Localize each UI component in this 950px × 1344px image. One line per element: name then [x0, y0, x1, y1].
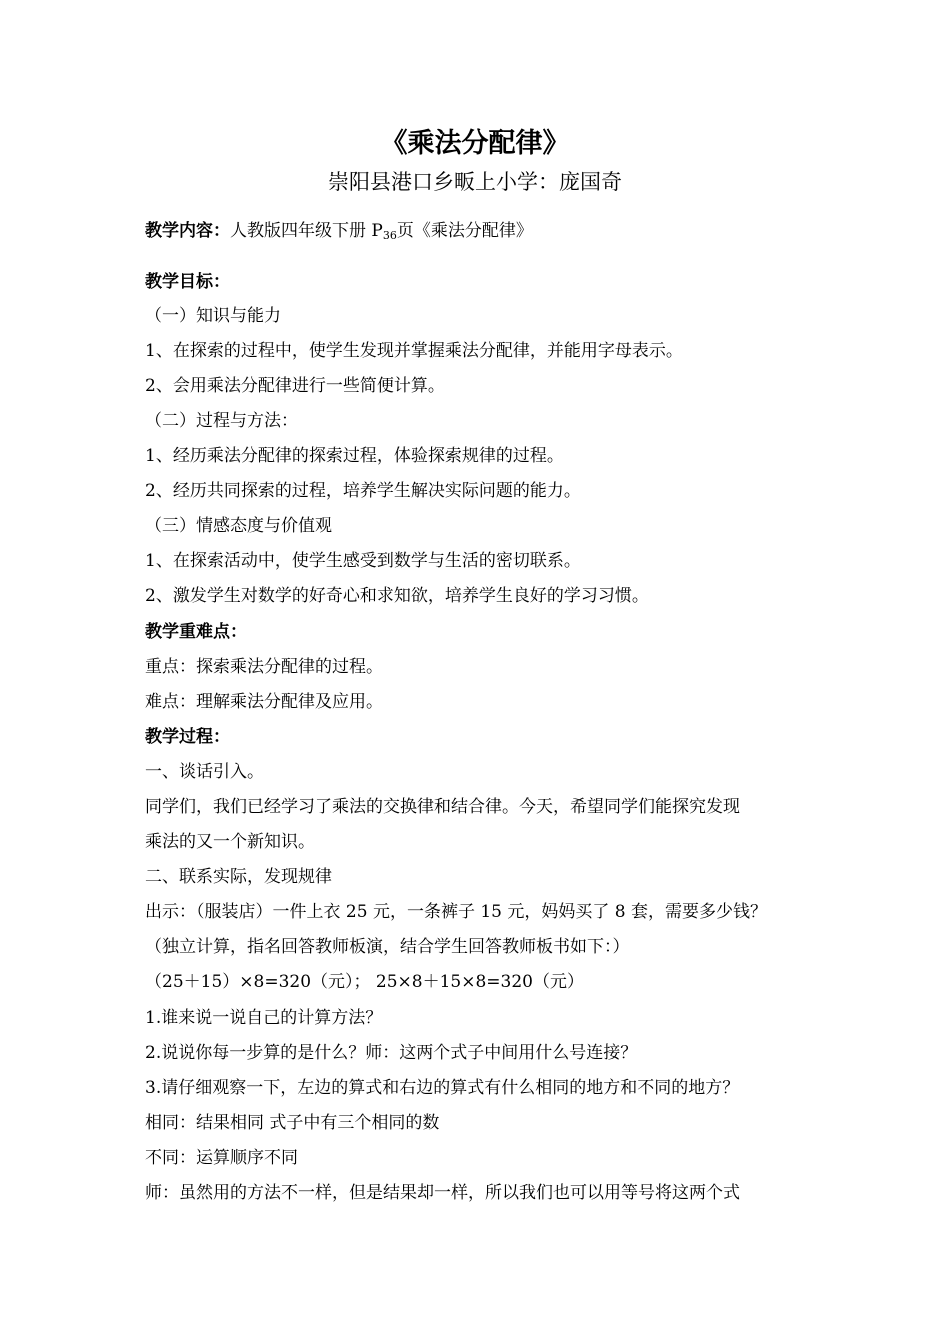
- goals-section-2: （二）过程与方法：: [145, 411, 298, 431]
- process-line: 乘法的又一个新知识。: [145, 832, 315, 852]
- content-line: [145, 219, 533, 248]
- goals-section-1: （一）知识与能力: [145, 306, 281, 326]
- goals-item: 2、经历共同探索的过程，培养学生解决实际问题的能力。: [145, 481, 581, 501]
- key-point-difficulty: 难点：理解乘法分配律及应用。: [145, 692, 383, 712]
- content-label: 教学内容：: [145, 221, 230, 241]
- process-line: 二、联系实际，发现规律: [145, 867, 332, 887]
- content-text-post: 页《乘法分配律》: [396, 221, 533, 241]
- key-points-heading: 教学重难点：: [145, 622, 247, 642]
- process-line: （独立计算，指名回答教师板演，结合学生回答教师板书如下：）: [145, 937, 630, 957]
- document-author: 崇阳县港口乡畈上小学：庞国奇: [328, 170, 622, 194]
- process-line: 师：虽然用的方法不一样，但是结果却一样，所以我们也可以用等号将这两个式: [145, 1183, 740, 1203]
- process-formula: （25＋15）×8=320（元）； 25×8＋15×8=320（元）: [145, 972, 584, 992]
- process-line: 相同：结果相同 式子中有三个相同的数: [145, 1113, 440, 1133]
- process-line: 出示：（服装店）一件上衣 25 元，一条裤子 15 元，妈妈买了 8 套，需要多少钱？: [145, 902, 768, 922]
- process-line: 一、谈话引入。: [145, 762, 264, 782]
- process-heading: 教学过程：: [145, 727, 230, 747]
- goals-item: 1、经历乘法分配律的探索过程，体验探索规律的过程。: [145, 446, 564, 466]
- process-line: 同学们，我们已经学习了乘法的交换律和结合律。今天，希望同学们能探究发现: [145, 797, 740, 817]
- process-line: 1.谁来说一说自己的计算方法？: [145, 1008, 383, 1028]
- key-point-focus: 重点：探索乘法分配律的过程。: [145, 657, 383, 677]
- goals-item: 2、激发学生对数学的好奇心和求知欲，培养学生良好的学习习惯。: [145, 586, 649, 606]
- goals-item: 2、会用乘法分配律进行一些简便计算。: [145, 376, 445, 396]
- content-text-pre: 人教版四年级下册 P: [230, 221, 383, 241]
- goals-section-3: （三）情感态度与价值观: [145, 516, 332, 536]
- goals-item: 1、在探索的过程中，使学生发现并掌握乘法分配律，并能用字母表示。: [145, 341, 683, 361]
- process-line: 2.说说你每一步算的是什么？师：这两个式子中间用什么号连接？: [145, 1043, 638, 1063]
- process-line: 不同：运算顺序不同: [145, 1148, 298, 1168]
- goals-item: 1、在探索活动中，使学生感受到数学与生活的密切联系。: [145, 551, 581, 571]
- document-title: 《乘法分配律》: [380, 128, 570, 159]
- content-page-subscript: 36: [382, 229, 397, 242]
- goals-heading: 教学目标：: [145, 272, 230, 292]
- process-line: 3.请仔细观察一下，左边的算式和右边的算式有什么相同的地方和不同的地方？: [145, 1078, 740, 1098]
